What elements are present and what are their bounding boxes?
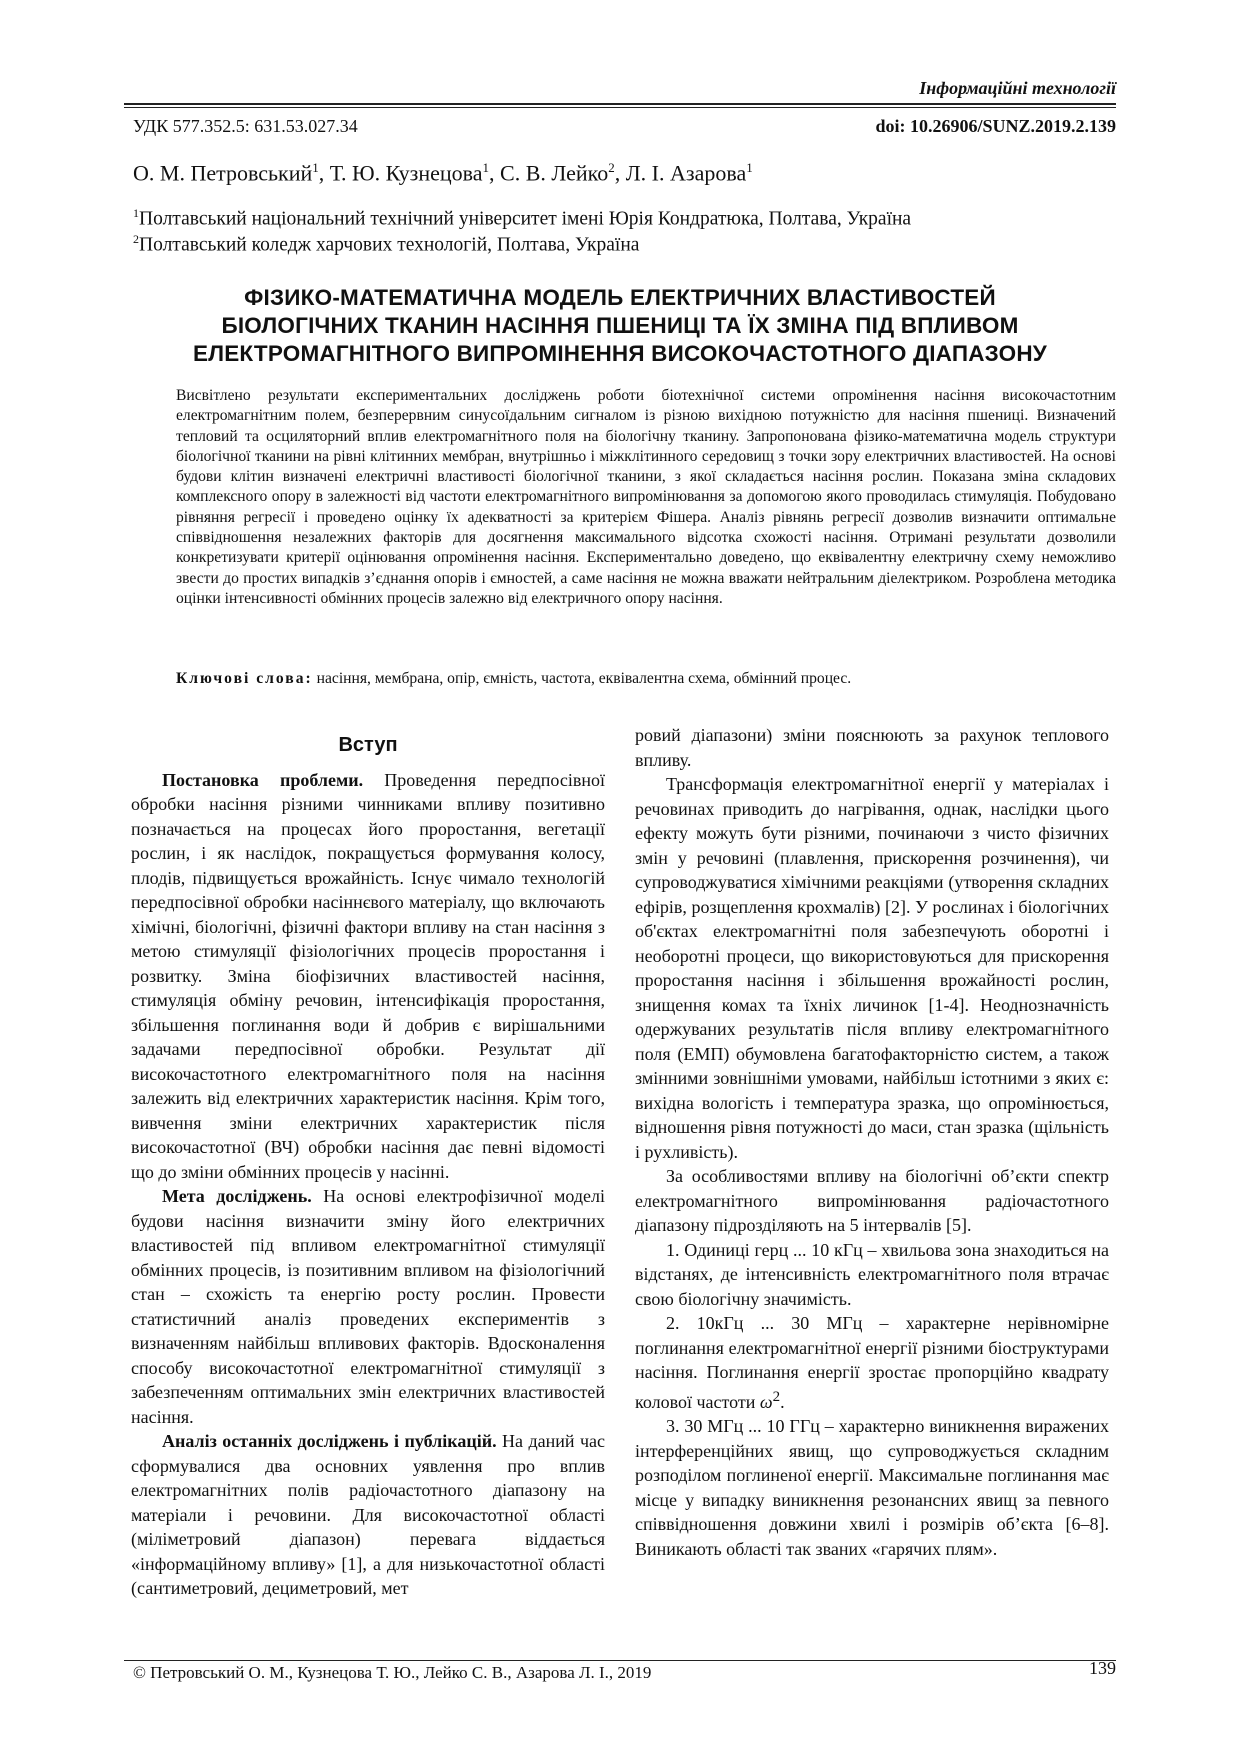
omega-exponent: 2	[772, 1388, 781, 1405]
authors-line	[133, 160, 753, 186]
paragraph-lead: Постановка проблеми.	[162, 769, 364, 790]
paper-title	[124, 284, 1116, 368]
abstract: Висвітлено результати експериментальних досліджень роботи біотехнічної системи опромінення насіння високочастотним електромагнітним полем, безперервним синусоїдальним сигналом із різною вихідною потужністю для насіння пшениці. Визначений тепловий та осциляторний вплив електромагнітного поля на біологічну тканину. Запропонована фізико-математична модель структури біологічної тканини на рівні клітинних мембран, внутрішньо і міжклітинного середовищ з точки зору електричних властивостей. На основі будови клітин визначені електричні властивості біологічної тканини, з якої складається насіння рослин. Показана зміна складових комплексного опору в залежності від частоти електромагнітного випромінювання за допомогою якого проводилась стимуляція. Побудовано рівняння регресії і проведено оцінку їх адекватності за критерієм Фішера. Аналіз рівнянь регресії дозволив визначити оптимальне співвідношення незалежних факторів для досягнення максимального відсотка схожості насіння. Отримані результати дозволили конкретизувати критерії оцінювання опромінення насіння. Експериментально доведено, що еквівалентну електричну схему неможливо звести до простих випадків з’єднання опорів і ємностей, а саме насіння не можна вважати нейтральним діелектриком. Розроблена методика оцінки інтенсивності обмінних процесів залежно від електричного опору насіння.	[176, 387, 1116, 607]
journal-section-title: Інформаційні технології	[919, 78, 1116, 98]
udk-code: УДК 577.352.5: 631.53.027.34	[133, 116, 358, 136]
paragraph-transformation: Трансформація електромагнітної енергії у матеріалах і речовинах приводить до нагрівання, однак, наслідки цього ефекту можуть бути різними, починаючи з чисто фізичних змін у речовині (плавлення, прискорення розчинення), чи супроводжуватися хімічними реакціями (утворення складних ефірів, розщеплення крохмалів) [2]. У рослинах і біологічних об'єктах електромагнітні поля забезпечують оборотні і необоротні процеси, що використовуються для прискорення проростання насіння і збільшення врожайності рослин, знищення комах та їхніх личинок [1-4]. Неоднозначність одержуваних результатів після впливу електромагнітного поля (ЕМП) обумовлена багатофакторністю систем, а також змінними зовнішніми умовами, найбільш істотними з яких є: вихідна вологість і температура зразка, що опромінюється, відношення рівня потужності до маси, стан зразка (щільність і рухливість).	[635, 774, 1109, 1162]
copyright: © Петровський О. М., Кузнецова Т. Ю., Лейко С. В., Азарова Л. І., 2019	[133, 1663, 652, 1682]
list-item-2	[635, 1311, 1109, 1414]
keywords-label: Ключові слова:	[176, 670, 313, 687]
paragraph-analysis	[131, 1429, 605, 1601]
list-item-end: .	[780, 1391, 785, 1412]
paragraph-continued: ровий діапазони) зміни пояснюють за рахунок теплового впливу.	[635, 725, 1109, 770]
author-name: , С. В. Лейко	[489, 160, 609, 186]
paragraph-text: Проведення передпосівної обробки насіння різними чинниками впливу позитивно позначається на процесах його проростання, вегетації рослин, і як наслідок, покращується формування колосу, плодів, підвищується врожайність. Існує чимало технологій передпосівної обробки насіннєвого матеріалу, що включають хімічні, біологічні, фізичні фактори впливу на стан насіння з метою стимуляції фізіологічних процесів проростання і розвитку. Зміна біофізичних властивостей насіння, стимуляція обміну речовин, інтенсифікація проростання, збільшення поглинання води й добрив є вирішальними задачами передпосівної обробки. Результат дії високочастотного електромагнітного поля на насіння залежить від електричних характеристик насіння. Крім того, вивчення зміни електричних характеристик після високочастотної (ВЧ) обробки насіння дає певні відомості що до зміни обмінних процесів у насінні.	[131, 769, 605, 1182]
author-name: О. М. Петровський	[133, 160, 313, 186]
author-affil-mark: 1	[746, 160, 753, 175]
header-rule	[124, 103, 1116, 105]
paragraph-lead: Аналіз останніх досліджень і публікацій.	[162, 1431, 497, 1451]
author-name: , Л. І. Азарова	[614, 160, 747, 186]
list-item-1: 1. Одиниці герц ... 10 кГц – хвильова зона знаходиться на відстанях, де інтенсивність електромагнітного поля втрачає свою біологічну значимість.	[635, 1239, 1109, 1309]
left-column	[131, 725, 605, 1601]
author-affil-mark: 2	[608, 160, 615, 175]
omega-symbol: ω	[759, 1391, 773, 1412]
right-column	[635, 723, 1109, 1561]
keywords	[176, 670, 1116, 688]
paragraph-text: На основі електрофізичної моделі будови насіння визначити зміну його електричних властивостей під впливом електромагнітної стимуляції обмінних процесів, із позитивним впливом на фізіологічний стан – схожість та енергію росту рослин. Провести статистичний аналіз проведених експериментів з визначенням найбільш впливових факторів. Вдосконалення способу високочастотної електромагнітної стимуляції з забезпеченням оптимальних змін електричних властивостей насіння.	[131, 1186, 605, 1427]
paragraph-problem	[131, 768, 605, 1185]
title-line-3: ЕЛЕКТРОМАГНІТНОГО ВИПРОМІНЕННЯ ВИСОКОЧАСТОТНОГО ДІАПАЗОНУ	[193, 341, 1047, 366]
affiliation-1	[133, 206, 911, 231]
paragraph-goal	[131, 1184, 605, 1429]
affiliation-mark: 1	[133, 206, 139, 220]
author-affil-mark: 1	[482, 160, 490, 175]
list-item-3: 3. 30 МГц ... 10 ГГц – характерно виникнення виражених інтерференційних явищ, що супроводжується складним розподілом поглиненої енергії. Максимальне поглинання має місце у випадку виникнення резонансних явищ за певного співвідношення довжини хвилі і розмірів об’єкта [6–8]. Виникають області так званих «гарячих плям».	[635, 1416, 1109, 1559]
author-name: , Т. Ю. Кузнецова	[318, 160, 483, 186]
author-affil-mark: 1	[312, 160, 319, 175]
paragraph-text: На даний час сформувалися два основних уявлення про вплив електромагнітних полів радіочастотного діапазону на матеріали і речовини. Для високочастотної області (міліметровий діапазон) перевага віддається «інформаційному впливу» [1], а для низькочастотної області (сантиметровий, дециметровий, мет	[131, 1431, 605, 1598]
page-number: 139	[1089, 1658, 1116, 1678]
list-item-text: 2. 10кГц ... 30 МГц – характерне нерівномірне поглинання електромагнітної енергії різними біоструктурами насіння. Поглинання енергії зростає пропорційно квадрату колової частоти	[635, 1313, 1109, 1412]
title-line-2: БІОЛОГІЧНИХ ТКАНИН НАСІННЯ ПШЕНИЦІ ТА ЇХ ЗМІНА ПІД ВПЛИВОМ	[221, 313, 1019, 338]
paragraph-lead: Мета досліджень.	[162, 1186, 312, 1206]
affiliation-mark: 2	[133, 232, 139, 246]
header-rule-thin	[124, 107, 1116, 108]
paragraph-spectrum: За особливостями впливу на біологічні об’єкти спектр електромагнітного випромінювання радіочастотного діапазону підрозділяють на 5 інтервалів [5].	[635, 1166, 1109, 1235]
section-heading-intro: Вступ	[338, 734, 398, 756]
affiliation-2	[133, 232, 639, 257]
footer-rule	[124, 1660, 1116, 1661]
affiliation-text: Полтавський національний технічний університет імені Юрія Кондратюка, Полтава, Україна	[139, 208, 912, 230]
keywords-text: насіння, мембрана, опір, ємність, частота, еквівалентна схема, обмінний процес.	[312, 670, 852, 687]
title-line-1: ФІЗИКО-МАТЕМАТИЧНА МОДЕЛЬ ЕЛЕКТРИЧНИХ ВЛАСТИВОСТЕЙ	[244, 285, 996, 310]
affiliation-text: Полтавський коледж харчових технологій, Полтава, Україна	[139, 234, 640, 256]
doi-link[interactable]: doi: 10.26906/SUNZ.2019.2.139	[875, 116, 1116, 136]
